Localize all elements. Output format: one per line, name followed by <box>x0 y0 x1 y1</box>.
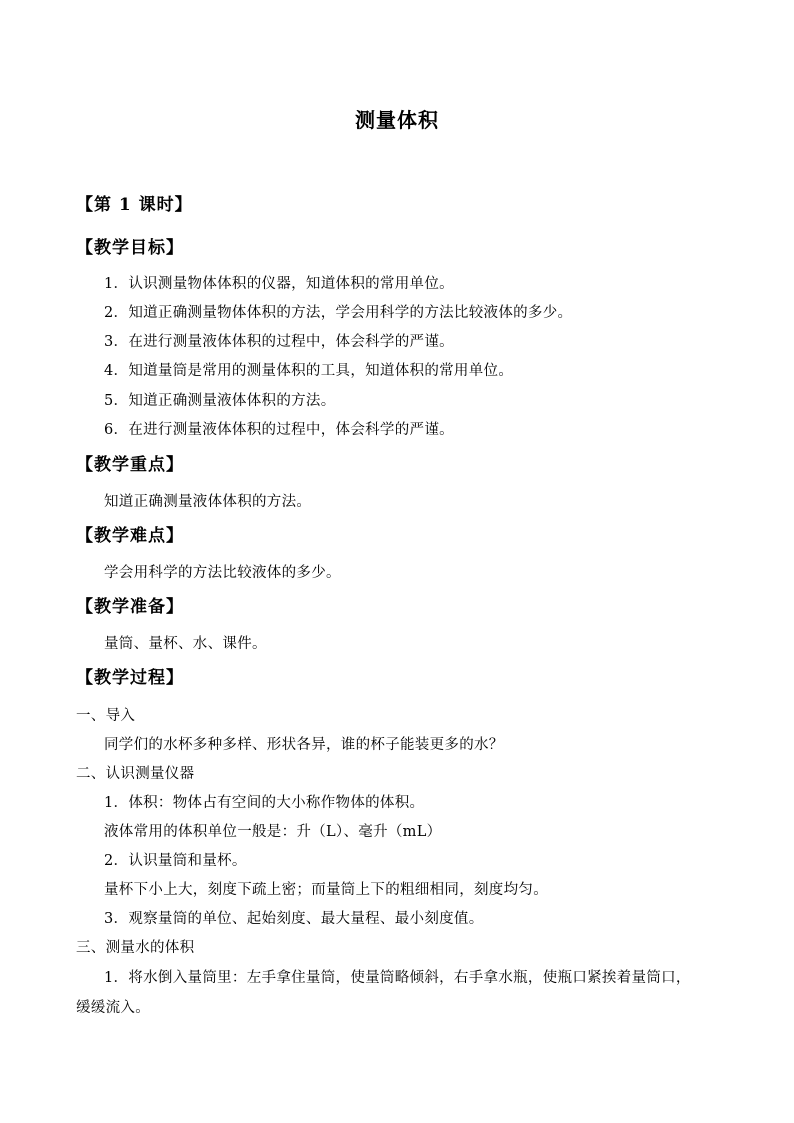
difficulty-text: 学会用科学的方法比较液体的多少。 <box>104 565 341 581</box>
process-line: 二、认识测量仪器 <box>76 766 195 782</box>
process-line: 3．观察量筒的单位、起始刻度、最大量程、最小刻度值。 <box>104 911 484 927</box>
prep-heading: 【教学准备】 <box>76 597 184 617</box>
process-line: 三、测量水的体积 <box>76 940 195 956</box>
process-line: 液体常用的体积单位一般是：升（L）、毫升（mL） <box>104 824 442 840</box>
lesson-heading: 【第 1 课时】 <box>76 195 193 215</box>
document-title: 测量体积 <box>355 108 439 132</box>
goal-item: 3．在进行测量液体体积的过程中，体会科学的严谨。 <box>104 334 454 350</box>
process-line: 1．将水倒入量筒里：左手拿住量筒，使量筒略倾斜，右手拿水瓶，使瓶口紧挨着量筒口， <box>104 970 691 986</box>
process-line: 同学们的水杯多种多样、形状各异，谁的杯子能装更多的水？ <box>104 737 504 753</box>
process-line: 量杯下小上大，刻度下疏上密；而量筒上下的粗细相同，刻度均匀。 <box>104 882 548 898</box>
goal-item: 1．认识测量物体体积的仪器，知道体积的常用单位。 <box>104 276 454 292</box>
process-heading: 【教学过程】 <box>76 668 184 688</box>
key-text: 知道正确测量液体体积的方法。 <box>104 494 312 510</box>
prep-text: 量筒、量杯、水、课件。 <box>104 636 267 652</box>
goals-heading: 【教学目标】 <box>76 238 184 258</box>
goal-item: 6．在进行测量液体体积的过程中，体会科学的严谨。 <box>104 422 454 438</box>
goal-item: 5．知道正确测量液体体积的方法。 <box>104 393 336 409</box>
process-line: 缓缓流入。 <box>76 1000 150 1016</box>
key-heading: 【教学重点】 <box>76 455 184 475</box>
goal-item: 4．知道量筒是常用的测量体积的工具，知道体积的常用单位。 <box>104 363 514 379</box>
difficulty-heading: 【教学难点】 <box>76 526 184 546</box>
process-line: 1．体积：物体占有空间的大小称作物体的体积。 <box>104 795 425 811</box>
process-line: 2．认识量筒和量杯。 <box>104 853 247 869</box>
process-line: 一、导入 <box>76 708 136 724</box>
goal-item: 2．知道正确测量物体体积的方法，学会用科学的方法比较液体的多少。 <box>104 305 573 321</box>
